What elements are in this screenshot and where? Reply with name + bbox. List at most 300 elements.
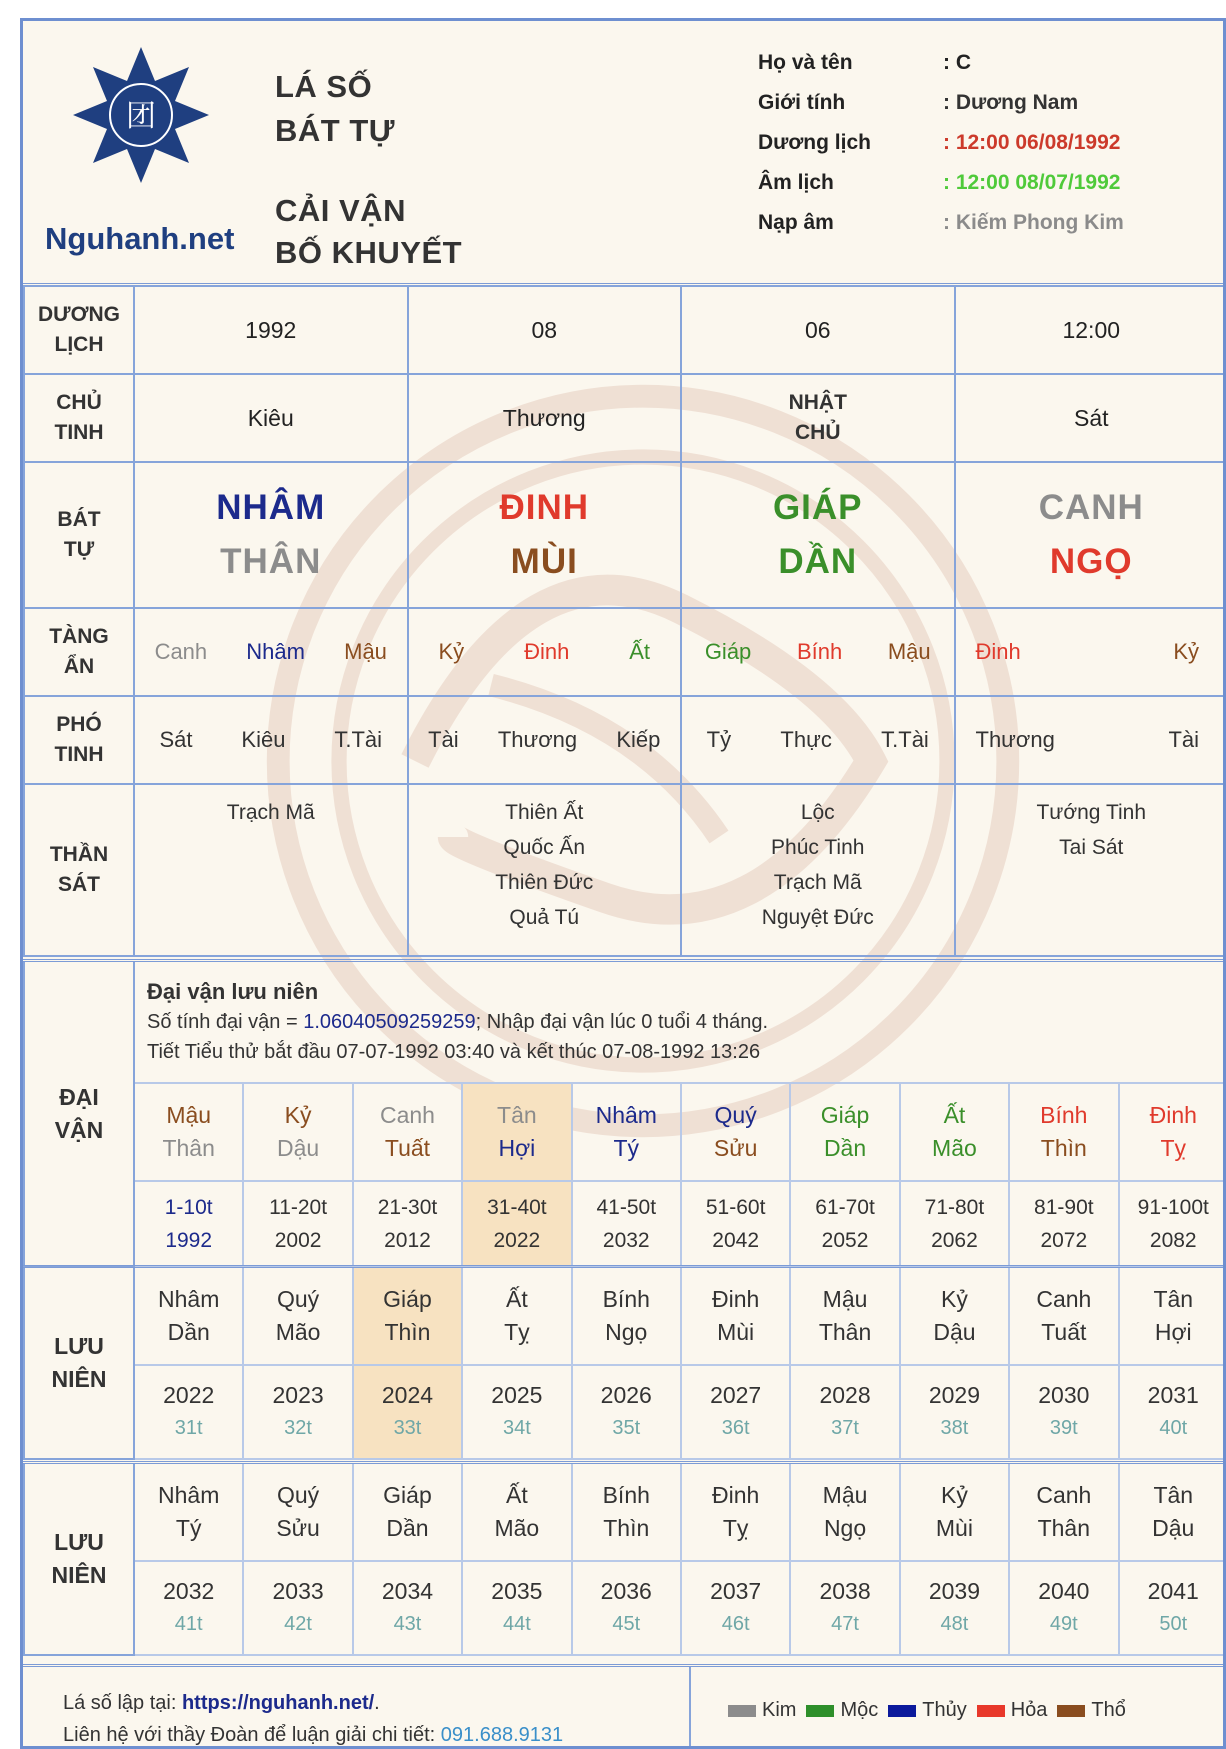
luu-nien-pillar	[1009, 1463, 1118, 1561]
chu-tinh-month: Thương	[408, 374, 682, 462]
luu-nien-year: 2035	[491, 1577, 543, 1604]
luu-nien-table-1	[23, 1265, 1226, 1460]
luu-nien-pillar	[353, 1267, 462, 1365]
pho-tinh-item: Tài	[1168, 727, 1199, 752]
luu-nien-chi: Dậu	[933, 1318, 976, 1345]
info-label: Giới tính	[758, 91, 846, 114]
dai-van-year: 2032	[602, 1228, 650, 1252]
row-tang-an	[24, 608, 1226, 696]
luu-nien-can: Giáp	[383, 1481, 432, 1508]
pho-tinh-cell	[408, 696, 682, 784]
dai-van-can: Đinh	[1149, 1101, 1197, 1128]
legend-label: Thổ	[1091, 1699, 1126, 1721]
pho-tinh-item: T.Tài	[334, 727, 383, 752]
pillar-can: CANH	[1038, 488, 1144, 527]
dai-van-age-range: 31-40t	[487, 1195, 547, 1219]
pho-tinh-item: Tài	[428, 727, 459, 752]
luu-nien-can: Quý	[276, 1481, 320, 1508]
info-value: : 12:00 06/08/1992	[943, 131, 1121, 154]
row-pho-tinh	[24, 696, 1226, 784]
luu-nien-age: 33t	[393, 1416, 422, 1439]
nhat-chu-label: NHẬT CHỦ	[681, 374, 955, 462]
pillar-chi: THÂN	[220, 542, 322, 581]
than-sat-item: Thiên Ất	[505, 801, 584, 824]
luu-nien-can: Ất	[506, 1481, 528, 1508]
duong-lich-year: 1992	[134, 286, 408, 374]
dai-van-line2: Tiết Tiểu thử bắt đầu 07-07-1992 03:40 và kết thúc 07-08-1992 13:26	[147, 1040, 761, 1063]
luu-nien-year-cell	[681, 1561, 790, 1655]
dai-van-age-range: 41-50t	[596, 1195, 657, 1219]
pillar-can: ĐINH	[499, 488, 590, 527]
row-label-pho-tinh: PHÓ TINH	[24, 696, 134, 784]
luu-nien-chi: Mùi	[717, 1318, 755, 1345]
luu-nien-year: 2026	[600, 1381, 652, 1408]
info-label: Nạp âm	[758, 211, 834, 234]
dai-van-chi: Mão	[932, 1134, 977, 1161]
title-line-3: CẢI VẬN	[275, 193, 406, 228]
luu-nien-chi: Tý	[175, 1514, 202, 1541]
pillar-year	[134, 462, 408, 608]
luu-nien-age: 38t	[940, 1416, 969, 1439]
row-label-than-sat: THẦN SÁT	[24, 784, 134, 956]
tang-an-cell	[408, 608, 682, 696]
luu-nien-chi: Thìn	[384, 1318, 431, 1345]
legend-swatch	[888, 1705, 916, 1717]
luu-nien-age: 35t	[612, 1416, 641, 1439]
dai-van-chi: Tỵ	[1160, 1134, 1187, 1161]
luu-nien-can: Bính	[602, 1285, 650, 1312]
chu-tinh-year: Kiêu	[134, 374, 408, 462]
dai-van-age	[243, 1181, 352, 1267]
dai-van-age-range: 71-80t	[924, 1195, 985, 1219]
dai-van-year: 2062	[931, 1228, 978, 1252]
luu-nien-year: 2027	[710, 1381, 762, 1408]
dai-van-pillar	[353, 1083, 462, 1181]
dai-van-pillar	[900, 1083, 1009, 1181]
luu-nien-age: 31t	[174, 1416, 203, 1439]
dai-van-age	[1119, 1181, 1226, 1267]
legend-item	[728, 1699, 796, 1722]
duong-lich-day: 06	[681, 286, 955, 374]
luu-nien-pillar	[790, 1463, 899, 1561]
dai-van-age-range: 61-70t	[815, 1195, 875, 1219]
luu-nien-year-cell	[572, 1561, 681, 1655]
luu-nien-pillar	[134, 1463, 243, 1561]
luu-nien-pillar	[681, 1267, 790, 1365]
legend-label: Kim	[762, 1699, 797, 1721]
luu-nien-can: Bính	[602, 1481, 650, 1508]
dai-van-number: 1.06040509259259	[303, 1010, 476, 1033]
tang-an-item: Nhâm	[246, 639, 305, 664]
pho-tinh-cell	[955, 696, 1226, 784]
dai-van-pillar	[462, 1083, 571, 1181]
pho-tinh-item: T.Tài	[881, 727, 929, 752]
dai-van-age-range: 91-100t	[1137, 1195, 1209, 1219]
luu-nien-pillar	[1119, 1463, 1226, 1561]
dai-van-info	[134, 961, 1226, 1083]
tang-an-item: Đinh	[975, 639, 1021, 664]
luu-nien-year-cell	[134, 1561, 243, 1655]
luu-nien-year: 2028	[819, 1381, 871, 1408]
dai-van-can: Canh	[379, 1101, 435, 1128]
dai-van-year: 2042	[712, 1228, 759, 1252]
luu-nien-age: 48t	[940, 1612, 969, 1635]
duong-lich-month: 08	[408, 286, 682, 374]
than-sat-item: Nguyệt Đức	[761, 906, 874, 929]
info-label: Âm lịch	[758, 171, 834, 194]
luu-nien-chi: Tuất	[1041, 1318, 1087, 1345]
luu-nien-chi: Dần	[167, 1318, 210, 1345]
luu-nien-year: 2041	[1147, 1577, 1199, 1604]
luu-nien-can: Tân	[1153, 1285, 1194, 1312]
dai-van-chi: Dậu	[276, 1134, 320, 1161]
tang-an-cell	[681, 608, 955, 696]
chart-header	[23, 21, 1226, 286]
dai-van-year: 2012	[384, 1228, 431, 1252]
luu-nien-year-cell	[1119, 1561, 1226, 1655]
pho-tinh-item: Thương	[497, 727, 578, 752]
luu-nien-year: 2034	[381, 1577, 434, 1604]
dai-van-pillar	[790, 1083, 899, 1181]
dai-van-age	[572, 1181, 681, 1267]
luu-nien-year-cell	[790, 1365, 899, 1459]
tang-an-item: Mậu	[887, 639, 931, 664]
tang-an-item: Mậu	[344, 639, 387, 664]
luu-nien-can: Tân	[1153, 1481, 1194, 1508]
luu-nien-can: Ất	[506, 1285, 528, 1312]
luu-nien-year-cell	[1009, 1561, 1118, 1655]
luu-nien-age: 37t	[831, 1416, 859, 1439]
pho-tinh-item: Tỷ	[706, 727, 732, 752]
luu-nien-pillar	[462, 1463, 571, 1561]
dai-van-pillar	[134, 1083, 243, 1181]
luu-nien-age: 36t	[721, 1416, 750, 1439]
luu-nien-can: Mậu	[822, 1481, 868, 1508]
luu-nien-pillar	[900, 1267, 1009, 1365]
legend-swatch	[806, 1705, 834, 1717]
pho-tinh-cell	[681, 696, 955, 784]
dai-van-age	[681, 1181, 790, 1267]
pillar-hour	[955, 462, 1226, 608]
dai-van-age	[462, 1181, 571, 1267]
luu-nien-year-cell	[462, 1561, 571, 1655]
luu-nien-year: 2023	[272, 1381, 324, 1408]
luu-nien-year: 2036	[600, 1577, 652, 1604]
dai-van-can: Giáp	[820, 1101, 870, 1128]
than-sat-cell	[955, 784, 1226, 956]
luu-nien-year: 2033	[272, 1577, 324, 1604]
luu-nien-chi: Thìn	[603, 1514, 650, 1541]
luu-nien-chi: Mão	[494, 1514, 540, 1541]
title-line-4: BỐ KHUYẾT	[275, 235, 463, 270]
legend-item	[1057, 1699, 1125, 1722]
luu-nien-pillar	[243, 1267, 352, 1365]
luu-nien-can: Nhâm	[158, 1481, 220, 1508]
luu-nien-pillar	[681, 1463, 790, 1561]
luu-nien-chi: Hợi	[1154, 1318, 1192, 1345]
row-label-chu-tinh: CHỦ TINH	[24, 374, 134, 462]
luu-nien-pillar	[243, 1463, 352, 1561]
dai-van-age	[353, 1181, 462, 1267]
luu-nien-year: 2040	[1038, 1577, 1090, 1604]
tang-an-item: Kỷ	[438, 639, 465, 664]
dai-van-pillar	[572, 1083, 681, 1181]
dai-van-chi: Tuất	[384, 1134, 431, 1161]
pho-tinh-item: Kiếp	[616, 727, 661, 752]
dai-van-can: Bính	[1040, 1101, 1088, 1128]
luu-nien-year-cell	[572, 1365, 681, 1459]
info-value: : Dương Nam	[943, 91, 1079, 114]
luu-nien-year-cell	[462, 1365, 571, 1459]
luu-nien-age: 50t	[1159, 1612, 1188, 1635]
luu-nien-year: 2030	[1038, 1381, 1090, 1408]
luu-nien-year: 2022	[163, 1381, 215, 1408]
luu-nien-year-cell	[353, 1561, 462, 1655]
pho-tinh-item: Kiêu	[241, 727, 286, 752]
than-sat-cell	[408, 784, 682, 956]
than-sat-item: Trạch Mã	[773, 871, 862, 894]
pho-tinh-item: Sát	[159, 727, 193, 752]
luu-nien-year-cell	[134, 1365, 243, 1459]
luu-nien-year: 2032	[163, 1577, 215, 1604]
luu-nien-pillar	[1009, 1267, 1118, 1365]
dai-van-chi: Thìn	[1040, 1134, 1087, 1161]
luu-nien-pillar	[1119, 1267, 1226, 1365]
luu-nien-chi: Tỵ	[504, 1318, 530, 1345]
tang-an-item: Canh	[154, 639, 208, 664]
legend-swatch	[728, 1705, 756, 1717]
dai-van-chi: Tý	[613, 1134, 640, 1161]
dai-van-can: Kỷ	[284, 1101, 312, 1128]
luu-nien-chi: Dậu	[1152, 1514, 1195, 1541]
luu-nien-chi: Sửu	[276, 1514, 320, 1541]
dai-van-title: Đại vận lưu niên	[147, 978, 319, 1004]
luu-nien-age: 32t	[284, 1416, 312, 1439]
dai-van-chi: Hợi	[498, 1134, 536, 1161]
info-value: : C	[943, 51, 971, 74]
luu-nien-chi: Mùi	[935, 1514, 973, 1541]
luu-nien-year: 2029	[928, 1381, 981, 1408]
luu-nien-year-cell	[1009, 1365, 1118, 1459]
dai-van-table	[23, 959, 1226, 1268]
luu-nien-year-cell	[243, 1365, 352, 1459]
luu-nien-chi: Thân	[818, 1318, 872, 1345]
dai-van-pillar	[1119, 1083, 1226, 1181]
luu-nien-pillar	[572, 1463, 681, 1561]
luu-nien-year: 2024	[381, 1381, 434, 1408]
dai-van-can: Ất	[943, 1101, 966, 1128]
dai-van-pillar	[681, 1083, 790, 1181]
info-value: : Kiếm Phong Kim	[943, 211, 1124, 234]
than-sat-item: Quốc Ấn	[503, 836, 586, 859]
than-sat-item: Lộc	[800, 801, 835, 824]
luu-nien-year-cell	[353, 1365, 462, 1459]
luu-nien-age: 44t	[502, 1612, 531, 1635]
brand-name: Nguhanh.net	[45, 221, 235, 256]
dai-van-age-range: 1-10t	[164, 1195, 213, 1219]
logo-glyph: 团	[126, 99, 156, 134]
than-sat-cell	[681, 784, 955, 956]
luu-nien-can: Đinh	[711, 1285, 760, 1312]
info-label: Họ và tên	[758, 51, 853, 74]
legend-label: Mộc	[840, 1699, 879, 1721]
luu-nien-age: 42t	[284, 1612, 312, 1635]
legend-swatch	[1057, 1705, 1085, 1717]
dai-van-age	[900, 1181, 1009, 1267]
luu-nien-chi: Thân	[1037, 1514, 1091, 1541]
luu-nien-table-2	[23, 1461, 1226, 1656]
chart-footer	[23, 1664, 1226, 1749]
luu-nien-can: Nhâm	[158, 1285, 220, 1312]
dai-van-pillar	[1009, 1083, 1118, 1181]
luu-nien-age: 39t	[1049, 1416, 1078, 1439]
legend-item	[888, 1699, 966, 1722]
tang-an-item: Đinh	[524, 639, 570, 664]
luu-nien-can: Kỷ	[941, 1481, 968, 1508]
luu-nien-chi: Ngọ	[823, 1514, 867, 1541]
footer-divider	[689, 1667, 691, 1749]
pillar-chi: NGỌ	[1049, 542, 1133, 581]
element-legend	[728, 1699, 1126, 1722]
pillar-day	[681, 462, 955, 608]
than-sat-item: Phúc Tinh	[771, 836, 865, 859]
than-sat-item: Thiên Đức	[495, 871, 594, 894]
website-link[interactable]: https://nguhanh.net/	[181, 1692, 375, 1714]
tang-an-item: Bính	[796, 639, 843, 664]
dai-van-pillar	[243, 1083, 352, 1181]
luu-nien-pillar	[790, 1267, 899, 1365]
pillar-chi: DẦN	[778, 542, 858, 581]
dai-van-year: 2072	[1040, 1228, 1088, 1252]
dai-van-year: 2082	[1149, 1228, 1197, 1252]
luu-nien-can: Giáp	[383, 1285, 432, 1312]
bat-tu-grid	[23, 285, 1226, 957]
tang-an-item: Giáp	[704, 639, 752, 664]
luu-nien-pillar	[353, 1463, 462, 1561]
than-sat-item: Quả Tú	[509, 906, 580, 929]
tang-an-cell	[134, 608, 408, 696]
row-label-bat-tu: BÁT TỰ	[24, 462, 134, 608]
luu-nien-age: 34t	[502, 1416, 531, 1439]
dai-van-age-range: 51-60t	[705, 1195, 766, 1219]
phone-link[interactable]: 091.688.9131	[440, 1724, 564, 1746]
luu-nien-year-cell	[1119, 1365, 1226, 1459]
luu-nien-chi: Dần	[386, 1514, 429, 1541]
legend-label: Hỏa	[1010, 1699, 1048, 1721]
luu-nien-can: Quý	[276, 1285, 320, 1312]
luu-nien-can: Canh	[1036, 1285, 1092, 1312]
row-bat-tu	[24, 462, 1226, 608]
luu-nien-year-cell	[790, 1561, 899, 1655]
luu-nien-chi: Mão	[275, 1318, 321, 1345]
pho-tinh-item: Thực	[780, 727, 832, 752]
dai-van-age-range: 21-30t	[377, 1195, 438, 1219]
duong-lich-hour: 12:00	[955, 286, 1226, 374]
title-line-1: LÁ SỐ	[275, 69, 373, 104]
than-sat-item: Trạch Mã	[226, 801, 315, 824]
dai-van-can: Mậu	[166, 1101, 212, 1128]
luu-nien-year: 2038	[819, 1577, 871, 1604]
luu-nien-year: 2039	[928, 1577, 981, 1604]
than-sat-item: Tướng Tinh	[1036, 801, 1147, 824]
luu-nien-age: 45t	[612, 1612, 641, 1635]
row-label-tang-an: TÀNG ẨN	[24, 608, 134, 696]
luu-nien-age: 47t	[831, 1612, 859, 1635]
dai-van-can: Nhâm	[595, 1101, 657, 1128]
luu-nien-year: 2037	[710, 1577, 762, 1604]
pillar-chi: MÙI	[510, 542, 578, 581]
row-label-dai-van: ĐẠI VẬN	[24, 961, 134, 1267]
pho-tinh-item: Thương	[975, 727, 1055, 752]
dai-van-age-range: 11-20t	[269, 1195, 328, 1219]
tang-an-item: Kỷ	[1173, 639, 1199, 664]
luu-nien-can: Canh	[1036, 1481, 1092, 1508]
luu-nien-pillar	[134, 1267, 243, 1365]
dai-van-year: 2002	[274, 1228, 322, 1252]
luu-nien-can: Đinh	[711, 1481, 760, 1508]
chart-sheet	[20, 18, 1226, 1749]
dai-van-chi: Sửu	[713, 1134, 758, 1161]
dai-van-age	[1009, 1181, 1118, 1267]
luu-nien-age: 40t	[1159, 1416, 1188, 1439]
than-sat-item: Tai Sát	[1059, 836, 1124, 859]
dai-van-year: 2022	[493, 1228, 541, 1252]
pho-tinh-cell	[134, 696, 408, 784]
title-line-2: BÁT TỰ	[275, 113, 395, 148]
chu-tinh-hour: Sát	[955, 374, 1226, 462]
luu-nien-can: Kỷ	[941, 1285, 968, 1312]
legend-label: Thủy	[922, 1699, 967, 1721]
luu-nien-pillar	[572, 1267, 681, 1365]
dai-van-chi: Thân	[162, 1134, 215, 1161]
dai-van-ages	[24, 1181, 1226, 1267]
row-chu-tinh	[24, 374, 1226, 462]
dai-van-can: Quý	[714, 1101, 757, 1128]
star-logo-icon	[71, 45, 211, 185]
dai-van-age	[790, 1181, 899, 1267]
luu-nien-age: 41t	[174, 1612, 203, 1635]
luu-nien-year: 2031	[1147, 1381, 1199, 1408]
row-label-luu-nien: LƯU NIÊN	[24, 1267, 134, 1459]
than-sat-cell	[134, 784, 408, 956]
row-label-duong-lich: DƯƠNG LỊCH	[24, 286, 134, 374]
luu-nien-can: Mậu	[822, 1285, 868, 1312]
legend-item	[806, 1699, 878, 1722]
dai-van-year: 1992	[165, 1228, 213, 1252]
luu-nien-year: 2025	[491, 1381, 543, 1408]
row-duong-lich	[24, 286, 1226, 374]
dai-van-age	[134, 1181, 243, 1267]
tang-an-item: Ất	[629, 639, 651, 664]
dai-van-chi: Dần	[823, 1134, 867, 1161]
legend-item	[977, 1699, 1048, 1722]
luu-nien-age: 49t	[1049, 1612, 1078, 1635]
luu-nien-age: 46t	[721, 1612, 750, 1635]
dai-van-age-range: 81-90t	[1034, 1195, 1094, 1219]
luu-nien-pillar	[462, 1267, 571, 1365]
info-value: : 12:00 08/07/1992	[943, 171, 1121, 194]
pillar-can: NHÂM	[216, 488, 326, 527]
luu-nien-year-cell	[681, 1365, 790, 1459]
luu-nien-chi: Ngọ	[605, 1318, 648, 1345]
pillar-month	[408, 462, 682, 608]
luu-nien-year-cell	[900, 1561, 1009, 1655]
luu-nien-chi: Tỵ	[722, 1514, 749, 1541]
pillar-can: GIÁP	[772, 488, 863, 527]
dai-van-line1: Số tính đại vận = 1.06040509259259; Nhập đại vận lúc 0 tuổi 4 tháng.	[147, 1010, 769, 1033]
luu-nien-year-cell	[243, 1561, 352, 1655]
info-label: Dương lịch	[758, 131, 871, 154]
